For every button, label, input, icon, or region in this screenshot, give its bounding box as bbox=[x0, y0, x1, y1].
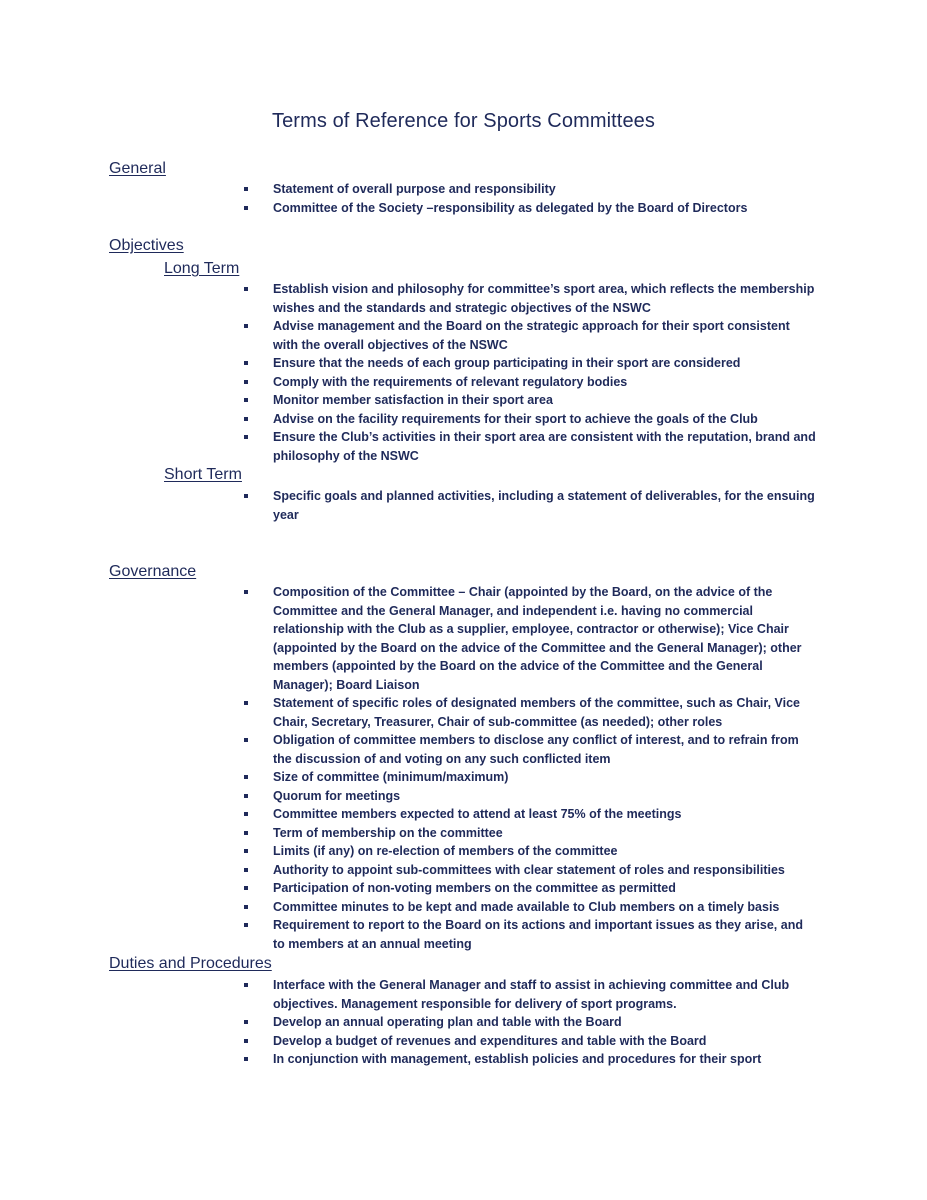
bullet-icon bbox=[244, 187, 248, 191]
bullet-icon bbox=[244, 417, 248, 421]
list-item bbox=[0, 879, 818, 898]
short-term-list bbox=[0, 487, 818, 524]
list-item-text: Committee members expected to attend at least 75% of the meetings bbox=[273, 807, 682, 821]
list-item-text: In conjunction with management, establish policies and procedures for their sport bbox=[273, 1052, 762, 1066]
bullet-icon bbox=[244, 868, 248, 872]
heading-objectives: Objectives bbox=[109, 237, 184, 254]
list-item-text: Establish vision and philosophy for committee’s sport area, which reflects the membership wishes and the standards and strategic objectives of the NSWC bbox=[273, 282, 815, 315]
bullet-icon bbox=[244, 812, 248, 816]
bullet-icon bbox=[244, 886, 248, 890]
bullet-icon bbox=[244, 206, 248, 210]
bullet-icon bbox=[244, 287, 248, 291]
bullet-icon bbox=[244, 831, 248, 835]
list-item bbox=[0, 768, 818, 787]
list-item bbox=[0, 805, 818, 824]
general-list bbox=[0, 180, 818, 217]
list-item-text: Statement of specific roles of designated members of the committee, such as Chair, Vice Chair, Secretary, Treasurer, Chair of sub-committee (as needed); other roles bbox=[273, 696, 801, 729]
list-item bbox=[0, 916, 818, 953]
list-item-text: Committee of the Society –responsibility as delegated by the Board of Directors bbox=[273, 200, 748, 215]
bullet-icon bbox=[244, 1039, 248, 1043]
list-item-text: Advise management and the Board on the strategic approach for their sport consistent with the overall objectives of the NSWC bbox=[273, 319, 790, 352]
list-item bbox=[0, 354, 818, 373]
list-item-text: Monitor member satisfaction in their sport area bbox=[273, 393, 553, 407]
list-item bbox=[0, 976, 818, 1013]
list-item-text: Composition of the Committee – Chair (appointed by the Board, on the advice of the Committee and the General Manager, and independent i.e. having no commercial relationship with the Club as a supplier, employee, contractor or otherwise); Vice Chair (appointed by the Board on the advice of the Committee and the General Manager); other members (appointed by the Board on the advice of the Committee and the General Manager); Board Liaison bbox=[273, 585, 802, 692]
list-item-text: Obligation of committee members to disclose any conflict of interest, and to refrain from the discussion of and voting on any such conflicted item bbox=[273, 733, 799, 766]
list-item bbox=[0, 180, 818, 199]
long-term-list bbox=[0, 280, 818, 465]
bullet-icon bbox=[244, 324, 248, 328]
bullet-icon bbox=[244, 983, 248, 987]
bullet-icon bbox=[244, 494, 248, 498]
list-item bbox=[0, 428, 818, 465]
governance-list bbox=[0, 583, 818, 953]
list-item-text: Limits (if any) on re-election of members of the committee bbox=[273, 844, 618, 858]
list-item bbox=[0, 1013, 818, 1032]
list-item bbox=[0, 373, 818, 392]
list-item-text: Develop an annual operating plan and table with the Board bbox=[273, 1015, 622, 1029]
heading-duties-procedures: Duties and Procedures bbox=[109, 955, 272, 972]
bullet-icon bbox=[244, 794, 248, 798]
bullet-icon bbox=[244, 1057, 248, 1061]
list-item-text: Ensure that the needs of each group participating in their sport are considered bbox=[273, 356, 741, 370]
list-item-text: Committee minutes to be kept and made available to Club members on a timely basis bbox=[273, 899, 780, 914]
list-item-text: Quorum for meetings bbox=[273, 788, 401, 803]
list-item-text: Ensure the Club’s activities in their sport area are consistent with the reputation, brand and philosophy of the NSWC bbox=[273, 430, 816, 463]
list-item-text: Advise on the facility requirements for their sport to achieve the goals of the Club bbox=[273, 411, 758, 426]
list-item bbox=[0, 898, 818, 917]
duties-list bbox=[0, 976, 818, 1069]
bullet-icon bbox=[244, 435, 248, 439]
list-item bbox=[0, 317, 818, 354]
bullet-icon bbox=[244, 923, 248, 927]
list-item bbox=[0, 731, 818, 768]
list-item-text: Requirement to report to the Board on its actions and important issues as they arise, and to members at an annual meeting bbox=[273, 918, 803, 951]
bullet-icon bbox=[244, 1020, 248, 1024]
bullet-icon bbox=[244, 775, 248, 779]
bullet-icon bbox=[244, 905, 248, 909]
bullet-icon bbox=[244, 701, 248, 705]
bullet-icon bbox=[244, 738, 248, 742]
list-item-text: Statement of overall purpose and responsibility bbox=[273, 182, 556, 196]
list-item bbox=[0, 861, 818, 880]
list-item bbox=[0, 487, 818, 524]
list-item bbox=[0, 199, 818, 218]
list-item bbox=[0, 391, 818, 410]
list-item bbox=[0, 1050, 818, 1069]
list-item bbox=[0, 410, 818, 429]
list-item bbox=[0, 824, 818, 843]
list-item bbox=[0, 694, 818, 731]
list-item-text: Size of committee (minimum/maximum) bbox=[273, 770, 509, 784]
list-item-text: Term of membership on the committee bbox=[273, 825, 503, 840]
list-item bbox=[0, 842, 818, 861]
list-item-text: Develop a budget of revenues and expenditures and table with the Board bbox=[273, 1033, 707, 1048]
bullet-icon bbox=[244, 380, 248, 384]
list-item bbox=[0, 1032, 818, 1051]
bullet-icon bbox=[244, 361, 248, 365]
list-item bbox=[0, 787, 818, 806]
bullet-icon bbox=[244, 849, 248, 853]
document-title: Terms of Reference for Sports Committees bbox=[271, 110, 655, 132]
heading-governance: Governance bbox=[109, 563, 197, 580]
list-item-text: Comply with the requirements of relevant regulatory bodies bbox=[273, 374, 628, 389]
list-item-text: Interface with the General Manager and staff to assist in achieving committee and Club objectives. Management responsible for delivery of sport programs. bbox=[273, 978, 790, 1011]
list-item-text: Participation of non-voting members on the committee as permitted bbox=[273, 881, 676, 895]
list-item bbox=[0, 280, 818, 317]
list-item-text: Authority to appoint sub-committees with clear statement of roles and responsibilities bbox=[273, 862, 785, 877]
list-item bbox=[0, 583, 818, 694]
heading-long-term: Long Term bbox=[164, 260, 240, 277]
bullet-icon bbox=[244, 398, 248, 402]
bullet-icon bbox=[244, 590, 248, 594]
heading-short-term: Short Term bbox=[164, 466, 242, 483]
list-item-text: Specific goals and planned activities, including a statement of deliverables, for the ensuing year bbox=[273, 489, 815, 522]
heading-general: General bbox=[109, 160, 166, 177]
